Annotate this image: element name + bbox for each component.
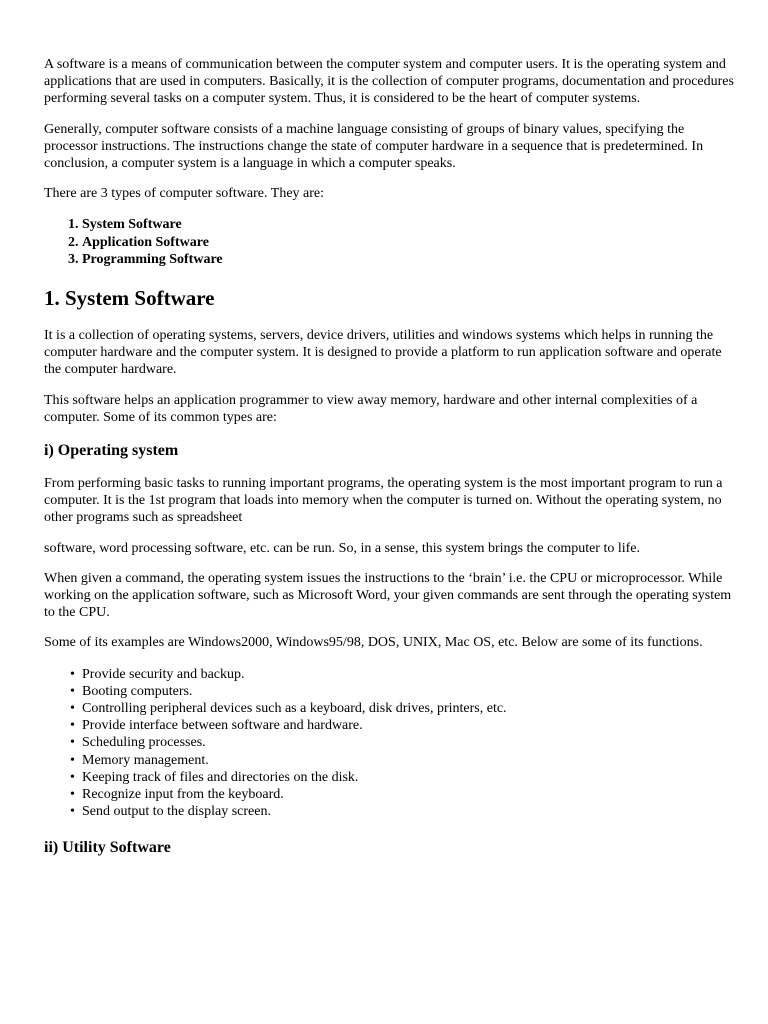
bullet-icon: • [70,752,75,768]
list-item [70,803,734,820]
bullet-icon: • [70,683,75,699]
function-text: Keeping track of files and directories on the disk. [82,769,359,785]
bullet-icon: • [70,718,75,734]
function-text: Scheduling processes. [82,735,206,751]
function-text: Send output to the display screen. [82,804,271,820]
bullet-icon: • [70,666,75,682]
list-item [70,666,734,683]
types-intro-paragraph: There are 3 types of computer software. They are: [44,186,325,202]
function-text: Booting computers. [82,683,193,699]
function-text: Provide security and backup. [82,666,245,682]
list-item [70,786,734,803]
function-text: Provide interface between software and hardware. [82,718,363,734]
system-software-paragraph-1: It is a collection of operating systems, servers, device drivers, utilities and windows systems which helps in running the computer hardware and the computer system. It is designed to provide a platform to run application software and operate the computer hardware. [44,328,722,378]
intro-paragraph: A software is a means of communication between the computer system and computer users. It is the operating system and applications that are used in computers. Basically, it is the collection of computer programs, documentation and procedures performing several tasks on a computer system. Thus, it is considered to be the heart of computer systems. [44,57,734,107]
os-functions-list [44,666,734,821]
function-text: Recognize input from the keyboard. [82,787,284,803]
bullet-icon: • [70,701,75,717]
system-software-paragraph-2: This software helps an application programmer to view away memory, hardware and other internal complexities of a computer. Some of its common types are: [44,392,698,425]
list-item [70,700,734,717]
operating-system-paragraph-2: software, word processing software, etc. can be run. So, in a sense, this system brings the computer to life. [44,540,641,556]
function-text: Controlling peripheral devices such as a keyboard, disk drives, printers, etc. [82,701,507,717]
utility-software-heading: ii) Utility Software [44,838,171,856]
operating-system-paragraph-3: When given a command, the operating system issues the instructions to the ‘brain’ i.e. the CPU or microprocessor. While working on the application software, such as Microsoft Word, your given commands are sent through the operating system to the CPU. [44,570,732,621]
function-text: Memory management. [82,752,209,768]
software-types-list [44,216,734,268]
document-page [44,56,734,872]
list-item [70,769,734,786]
bullet-icon: • [70,787,75,803]
general-paragraph: Generally, computer software consists of a machine language consisting of groups of binary values, specifying the processor instructions. The instructions change the state of computer hardware in a sequence that is predetermined. In conclusion, a computer system is a language in which a computer speaks. [44,121,704,172]
bullet-icon: • [70,735,75,751]
software-type-item: 2. Application Software [82,234,734,251]
software-type-item: 1. System Software [82,216,734,233]
list-item [70,752,734,769]
list-item [70,683,734,700]
bullet-icon: • [70,804,75,820]
list-item [70,734,734,751]
operating-system-paragraph-1: From performing basic tasks to running important programs, the operating system is the most important program to run a computer. It is the 1st program that loads into memory when the computer is turned on. Without the operating system, no other programs such as spreadsheet [44,476,723,526]
software-type-item: 3. Programming Software [82,251,734,268]
list-item [70,717,734,734]
operating-system-heading: i) Operating system [44,442,179,460]
operating-system-paragraph-4: Some of its examples are Windows2000, Windows95/98, DOS, UNIX, Mac OS, etc. Below are some of its functions. [44,635,703,651]
bullet-icon: • [70,769,75,785]
system-software-heading: 1. System Software [44,286,215,311]
